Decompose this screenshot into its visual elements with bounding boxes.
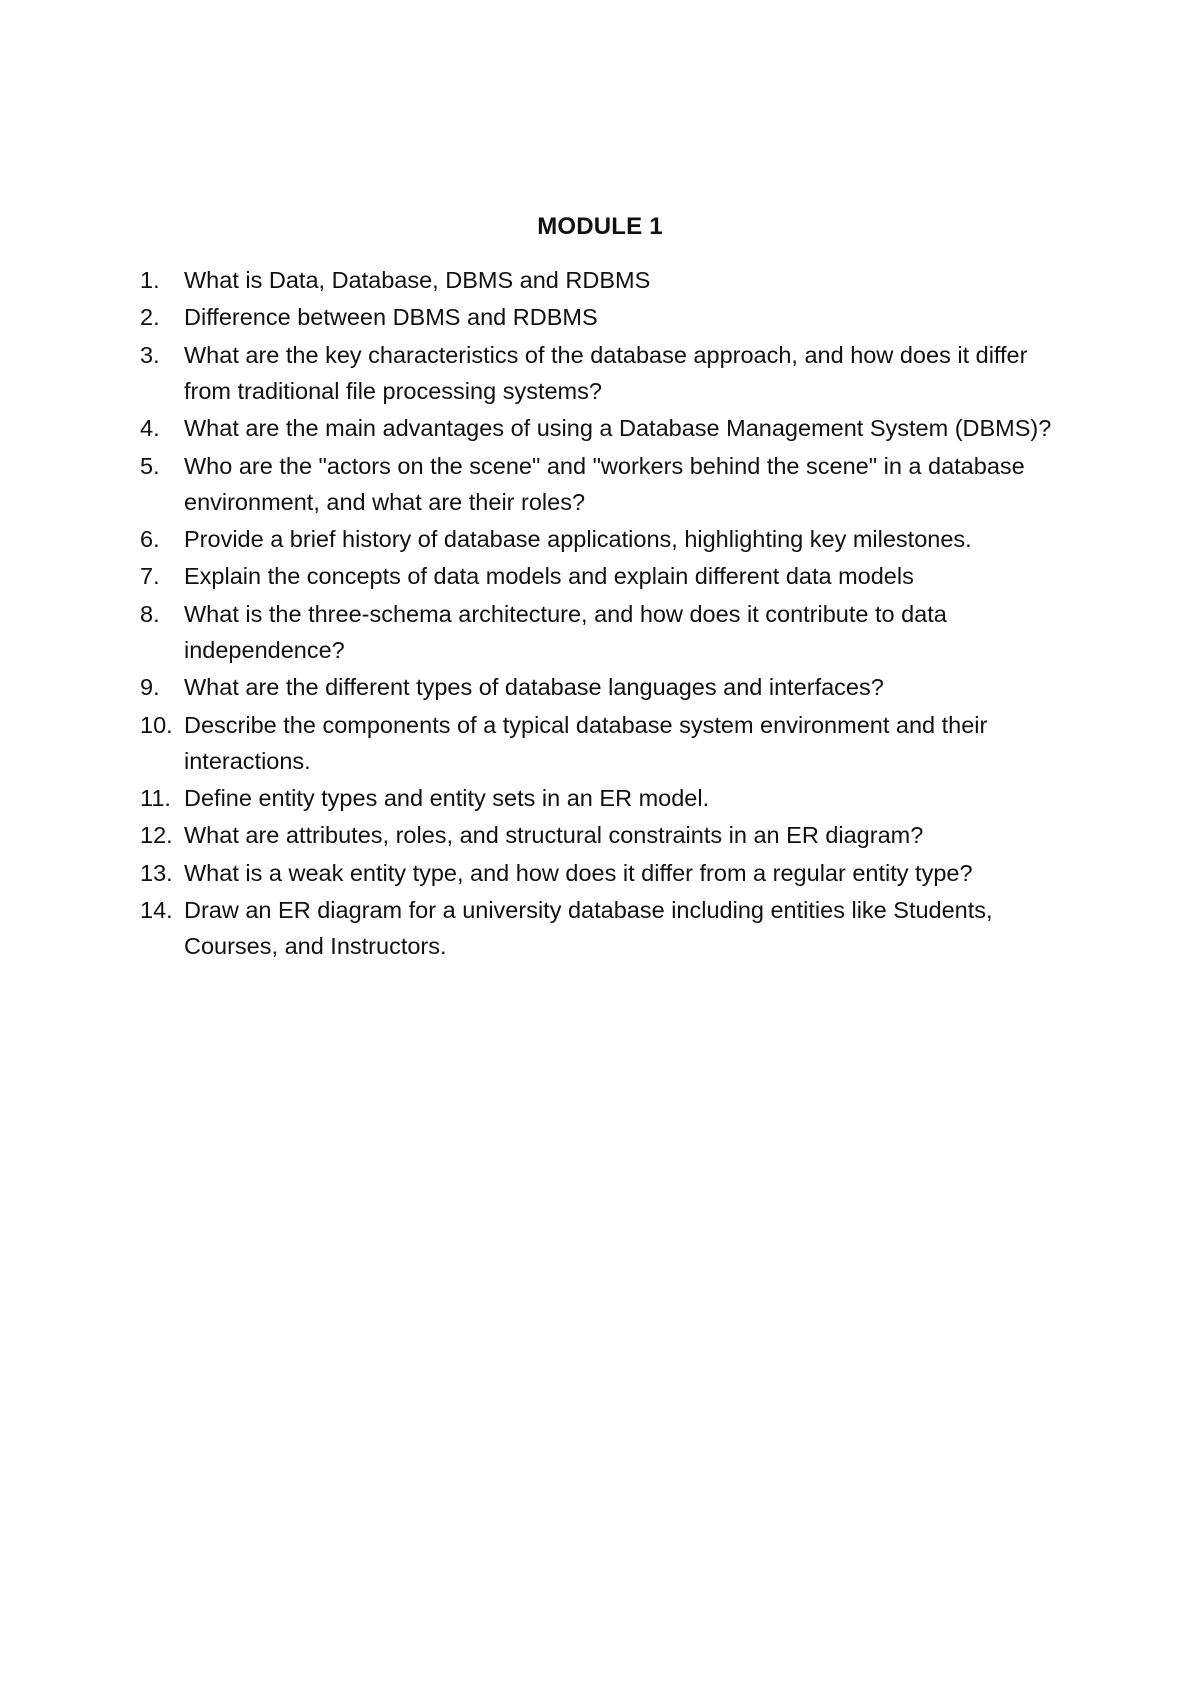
question-number: 7. [140, 563, 160, 590]
question-item [140, 817, 1080, 853]
question-text: What are attributes, roles, and structural constraints in an ER diagram? [184, 822, 924, 849]
question-number: 10. [140, 711, 173, 738]
question-text: Explain the concepts of data models and explain different data models [184, 563, 914, 590]
question-number: 6. [140, 525, 160, 552]
question-text: Difference between DBMS and RDBMS [184, 304, 598, 331]
question-text: Who are the "actors on the scene" and "workers behind the scene" in a database environment, and what are their roles? [184, 452, 1025, 515]
question-number: 8. [140, 600, 160, 627]
question-text: What are the different types of database languages and interfaces? [184, 674, 884, 701]
question-item [140, 780, 1080, 816]
question-item [140, 337, 1080, 409]
question-item [140, 521, 1080, 557]
question-text: What are the main advantages of using a Database Management System (DBMS)? [184, 415, 1052, 442]
question-number: 4. [140, 415, 160, 442]
question-item [140, 855, 1080, 891]
question-item [140, 262, 1080, 298]
question-text: Draw an ER diagram for a university database including entities like Students, Courses, and Instructors. [184, 897, 993, 960]
question-text: What are the key characteristics of the database approach, and how does it differ from traditional file processing systems? [184, 341, 1028, 404]
question-number: 2. [140, 304, 160, 331]
question-list [140, 262, 1080, 965]
question-item [140, 558, 1080, 594]
question-text: Define entity types and entity sets in an ER model. [184, 784, 710, 811]
question-item [140, 707, 1080, 779]
question-item [140, 669, 1080, 705]
question-text: Provide a brief history of database applications, highlighting key milestones. [184, 525, 972, 552]
question-number: 5. [140, 452, 160, 479]
question-item [140, 299, 1080, 335]
question-item [140, 448, 1080, 520]
question-text: What is Data, Database, DBMS and RDBMS [184, 267, 651, 293]
question-text: What is the three-schema architecture, and how does it contribute to data independence? [184, 600, 947, 663]
question-number: 3. [140, 341, 160, 368]
question-number: 11. [140, 784, 171, 811]
question-number: 12. [140, 822, 173, 849]
module-title: MODULE 1 [537, 213, 663, 240]
question-item [140, 596, 1080, 668]
question-item [140, 410, 1080, 446]
question-number: 13. [140, 859, 173, 886]
question-number: 1. [140, 267, 160, 293]
question-number: 14. [140, 897, 173, 924]
question-item [140, 892, 1080, 964]
question-number: 9. [140, 674, 160, 701]
question-text: Describe the components of a typical database system environment and their interactions. [184, 711, 988, 774]
question-text: What is a weak entity type, and how does it differ from a regular entity type? [184, 859, 973, 886]
